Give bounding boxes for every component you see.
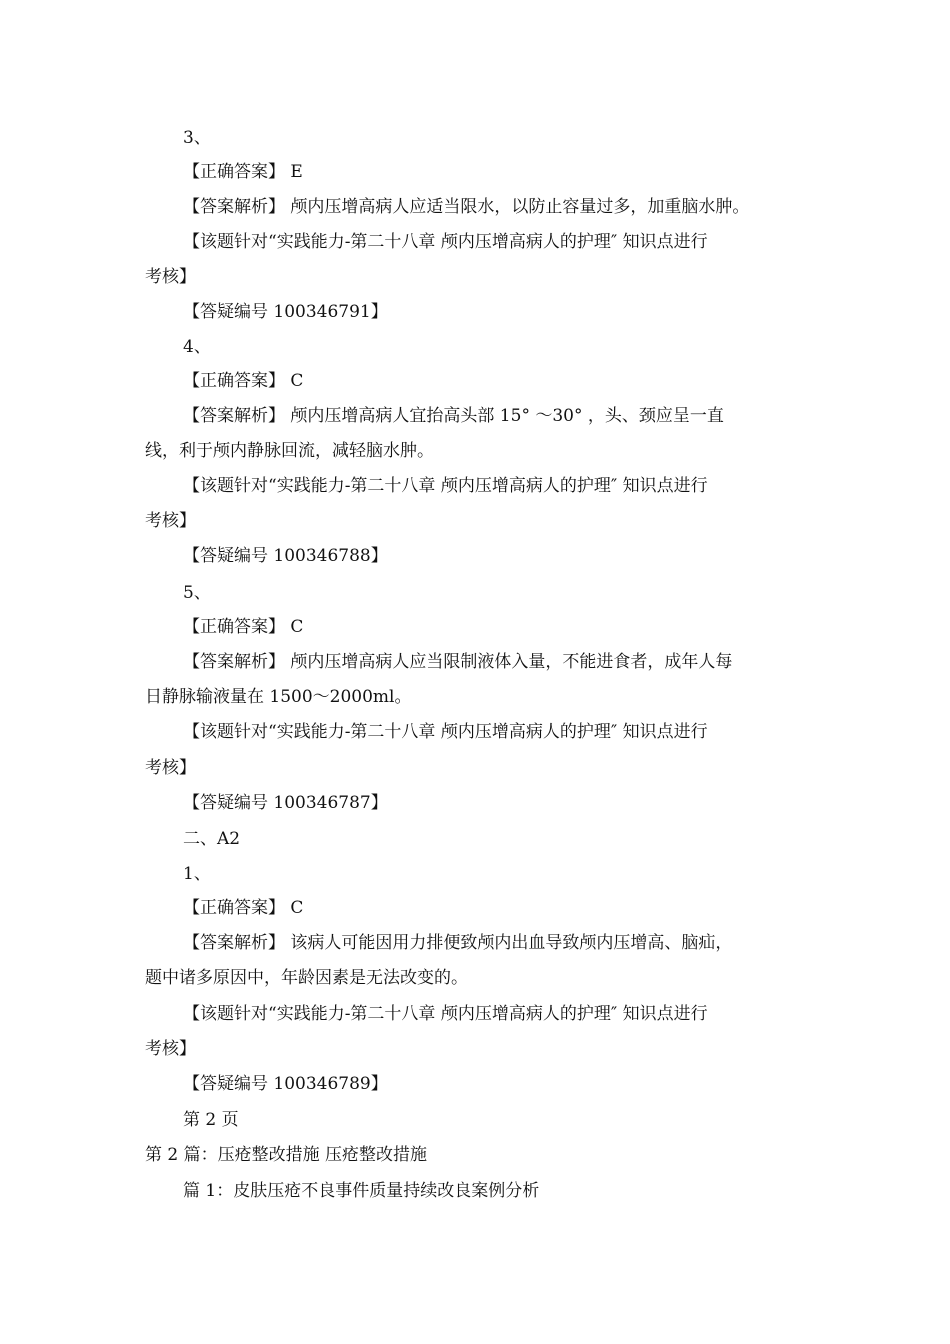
answer-analysis-cont: 日静脉输液量在 1500～2000ml。 bbox=[145, 687, 412, 707]
topic-note-cont: 考核】 bbox=[145, 511, 196, 531]
answer-analysis: 【答案解析】 该病人可能因用力排便致颅内出血导致颅内压增高、脑疝， bbox=[183, 933, 733, 953]
question-number: 4、 bbox=[183, 337, 211, 357]
answer-analysis-cont: 题中诸多原因中，年龄因素是无法改变的。 bbox=[145, 968, 468, 988]
answer-analysis: 【答案解析】 颅内压增高病人应适当限水，以防止容量过多，加重脑水肿。 bbox=[183, 197, 750, 217]
question-number: 1、 bbox=[183, 864, 211, 884]
topic-note: 【该题针对“实践能力-第二十八章 颅内压增高病人的护理″ 知识点进行 bbox=[183, 232, 708, 252]
topic-note-cont: 考核】 bbox=[145, 758, 196, 778]
question-number: 3、 bbox=[183, 128, 211, 148]
topic-note-cont: 考核】 bbox=[145, 267, 196, 287]
question-id: 【答疑编号 100346787】 bbox=[183, 793, 388, 813]
correct-answer: 【正确答案】 C bbox=[183, 371, 304, 391]
answer-analysis-cont: 线，利于颅内静脉回流，减轻脑水肿。 bbox=[145, 441, 434, 461]
page-number: 第 2 页 bbox=[183, 1110, 239, 1130]
question-number: 5、 bbox=[183, 583, 211, 603]
question-id: 【答疑编号 100346788】 bbox=[183, 546, 388, 566]
question-id: 【答疑编号 100346791】 bbox=[183, 302, 388, 322]
correct-answer: 【正确答案】 C bbox=[183, 898, 304, 918]
topic-note-cont: 考核】 bbox=[145, 1039, 196, 1059]
correct-answer: 【正确答案】 C bbox=[183, 617, 304, 637]
answer-analysis: 【答案解析】 颅内压增高病人应当限制液体入量，不能进食者，成年人每 bbox=[183, 652, 733, 672]
answer-analysis: 【答案解析】 颅内压增高病人宜抬高头部 15° ～30° ，头、颈应呈一直 bbox=[183, 406, 724, 426]
correct-answer: 【正确答案】 E bbox=[183, 162, 303, 182]
topic-note: 【该题针对“实践能力-第二十八章 颅内压增高病人的护理″ 知识点进行 bbox=[183, 476, 708, 496]
article-subtitle: 篇 1：皮肤压疮不良事件质量持续改良案例分析 bbox=[183, 1181, 540, 1201]
question-id: 【答疑编号 100346789】 bbox=[183, 1074, 388, 1094]
topic-note: 【该题针对“实践能力-第二十八章 颅内压增高病人的护理″ 知识点进行 bbox=[183, 722, 708, 742]
topic-note: 【该题针对“实践能力-第二十八章 颅内压增高病人的护理″ 知识点进行 bbox=[183, 1004, 708, 1024]
section-heading: 二、A2 bbox=[183, 829, 241, 849]
article-title: 第 2 篇：压疮整改措施 压疮整改措施 bbox=[145, 1145, 428, 1165]
